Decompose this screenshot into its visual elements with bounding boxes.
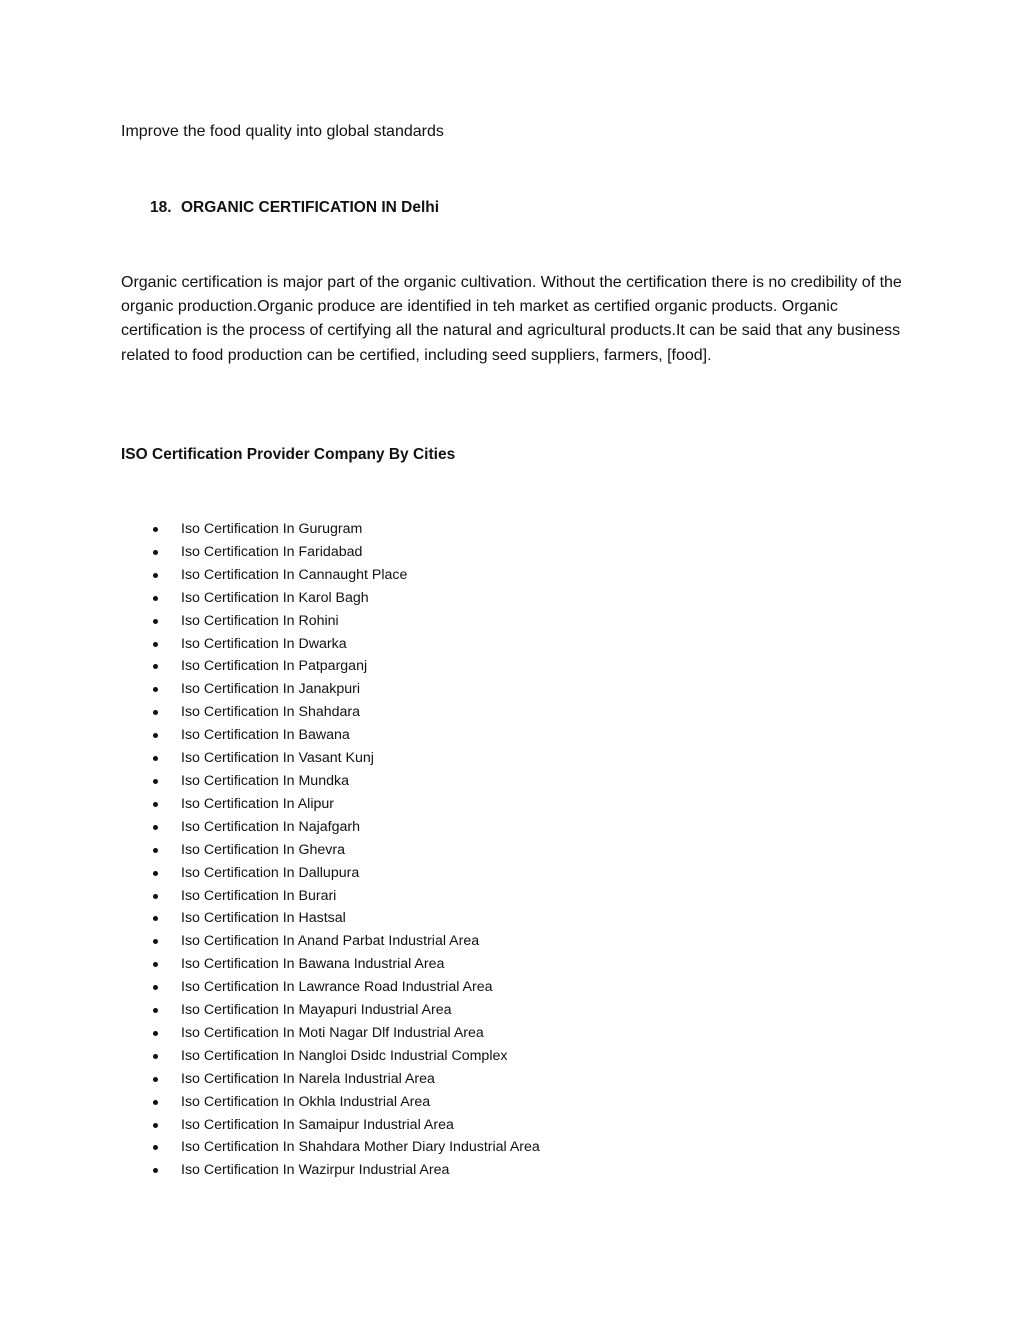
list-item: [150, 1068, 540, 1091]
bullet-icon: [153, 756, 158, 761]
list-item: [150, 930, 540, 953]
list-item-text: Iso Certification In Shahdara Mother Diary Industrial Area: [181, 1139, 540, 1156]
bullet-icon: [153, 573, 158, 578]
bullet-icon: [153, 1123, 158, 1128]
list-item-text: Iso Certification In Bawana Industrial Area: [181, 956, 445, 973]
list-item-text: Iso Certification In Hastsal: [181, 910, 346, 927]
list-item: [150, 770, 540, 793]
list-item-text: Iso Certification In Gurugram: [181, 521, 363, 537]
list-item-text: Iso Certification In Mundka: [181, 772, 349, 789]
list-item: [150, 518, 540, 541]
list-item: [150, 564, 540, 587]
list-item-text: Iso Certification In Narela Industrial Area: [181, 1070, 435, 1087]
bullet-icon: [153, 939, 158, 944]
list-item: [150, 976, 540, 999]
list-item-text: Iso Certification In Samaipur Industrial Area: [181, 1116, 454, 1133]
list-item-text: Iso Certification In Lawrance Road Industrial Area: [181, 979, 493, 996]
list-item: [150, 724, 540, 747]
list-item: [150, 747, 540, 770]
bullet-icon: [153, 664, 158, 669]
bullet-icon: [153, 687, 158, 692]
list-item: [150, 610, 540, 633]
bullet-icon: [153, 1168, 158, 1173]
bullet-icon: [153, 710, 158, 715]
bullet-icon: [153, 1008, 158, 1013]
bullet-icon: [153, 527, 158, 532]
bullet-icon: [153, 1031, 158, 1036]
list-item-text: Iso Certification In Najafgarh: [181, 818, 361, 835]
list-item-text: Iso Certification In Alipur: [181, 795, 334, 812]
bullet-icon: [153, 916, 158, 921]
bullet-icon: [153, 802, 158, 807]
list-item-text: Iso Certification In Nangloi Dsidc Industrial Complex: [181, 1047, 508, 1064]
bullet-icon: [153, 733, 158, 738]
list-item-text: Iso Certification In Rohini: [181, 612, 339, 629]
list-item: [150, 1114, 540, 1137]
list-item: [150, 655, 540, 678]
bullet-icon: [153, 825, 158, 830]
bullet-icon: [153, 985, 158, 990]
list-item: [150, 1022, 540, 1045]
list-item-text: Iso Certification In Burari: [181, 887, 337, 904]
list-item-text: Iso Certification In Okhla Industrial Area: [181, 1093, 431, 1110]
list-item: [150, 999, 540, 1022]
list-item: [150, 793, 540, 816]
list-item: [150, 541, 540, 564]
list-item-text: Iso Certification In Ghevra: [181, 841, 346, 858]
list-item: [150, 1159, 540, 1182]
list-item: [150, 816, 540, 839]
list-item: [150, 587, 540, 610]
list-item: [150, 885, 540, 908]
list-item-text: Iso Certification In Moti Nagar Dlf Industrial Area: [181, 1024, 484, 1041]
list-item-text: Iso Certification In Shahdara: [181, 704, 361, 721]
list-item-text: Iso Certification In Janakpuri: [181, 681, 361, 698]
bullet-icon: [153, 962, 158, 967]
bullet-icon: [153, 1054, 158, 1059]
list-item-text: Iso Certification In Vasant Kunj: [181, 750, 374, 767]
bullet-icon: [153, 550, 158, 555]
section-number: 18.: [150, 199, 172, 216]
list-item: [150, 953, 540, 976]
cities-heading: ISO Certification Provider Company By Cities: [121, 446, 456, 463]
section-paragraph: Organic certification is major part of the organic cultivation. Without the certification there is no credibility of the organic production.Organic produce are identified in teh market as certified organic products. Organic certification is the process of certifying all the natural and agricultural products.It can be said that any business related to food production can be certified, including seed suppliers, farmers, [food].: [121, 274, 902, 364]
bullet-icon: [153, 848, 158, 853]
bullet-icon: [153, 894, 158, 899]
list-item: [150, 1091, 540, 1114]
list-item-text: Iso Certification In Karol Bagh: [181, 589, 369, 606]
list-item: [150, 1045, 540, 1068]
list-item-text: Iso Certification In Dwarka: [181, 635, 347, 652]
bullet-icon: [153, 1100, 158, 1105]
list-item-text: Iso Certification In Dallupura: [181, 864, 360, 881]
list-item: [150, 1136, 540, 1159]
section-heading: [150, 197, 439, 219]
list-item: [150, 633, 540, 656]
bullet-icon: [153, 596, 158, 601]
bullet-icon: [153, 871, 158, 876]
list-item-text: Iso Certification In Patparganj: [181, 658, 368, 675]
list-item-text: Iso Certification In Faridabad: [181, 543, 363, 560]
cities-list: [150, 518, 540, 1182]
list-item-text: Iso Certification In Cannaught Place: [181, 566, 408, 583]
bullet-icon: [153, 642, 158, 647]
list-item: [150, 839, 540, 862]
intro-text: Improve the food quality into global standards: [121, 123, 444, 140]
list-item: [150, 862, 540, 885]
bullet-icon: [153, 619, 158, 624]
bullet-icon: [153, 1077, 158, 1082]
list-item: [150, 907, 540, 930]
section-title: ORGANIC CERTIFICATION IN Delhi: [181, 199, 440, 216]
list-item-text: Iso Certification In Anand Parbat Industrial Area: [181, 933, 480, 950]
bullet-icon: [153, 779, 158, 784]
list-item: [150, 701, 540, 724]
list-item: [150, 678, 540, 701]
list-item-text: Iso Certification In Mayapuri Industrial Area: [181, 1002, 452, 1019]
bullet-icon: [153, 1145, 158, 1150]
list-item-text: Iso Certification In Wazirpur Industrial Area: [181, 1162, 450, 1179]
list-item-text: Iso Certification In Bawana: [181, 727, 350, 744]
